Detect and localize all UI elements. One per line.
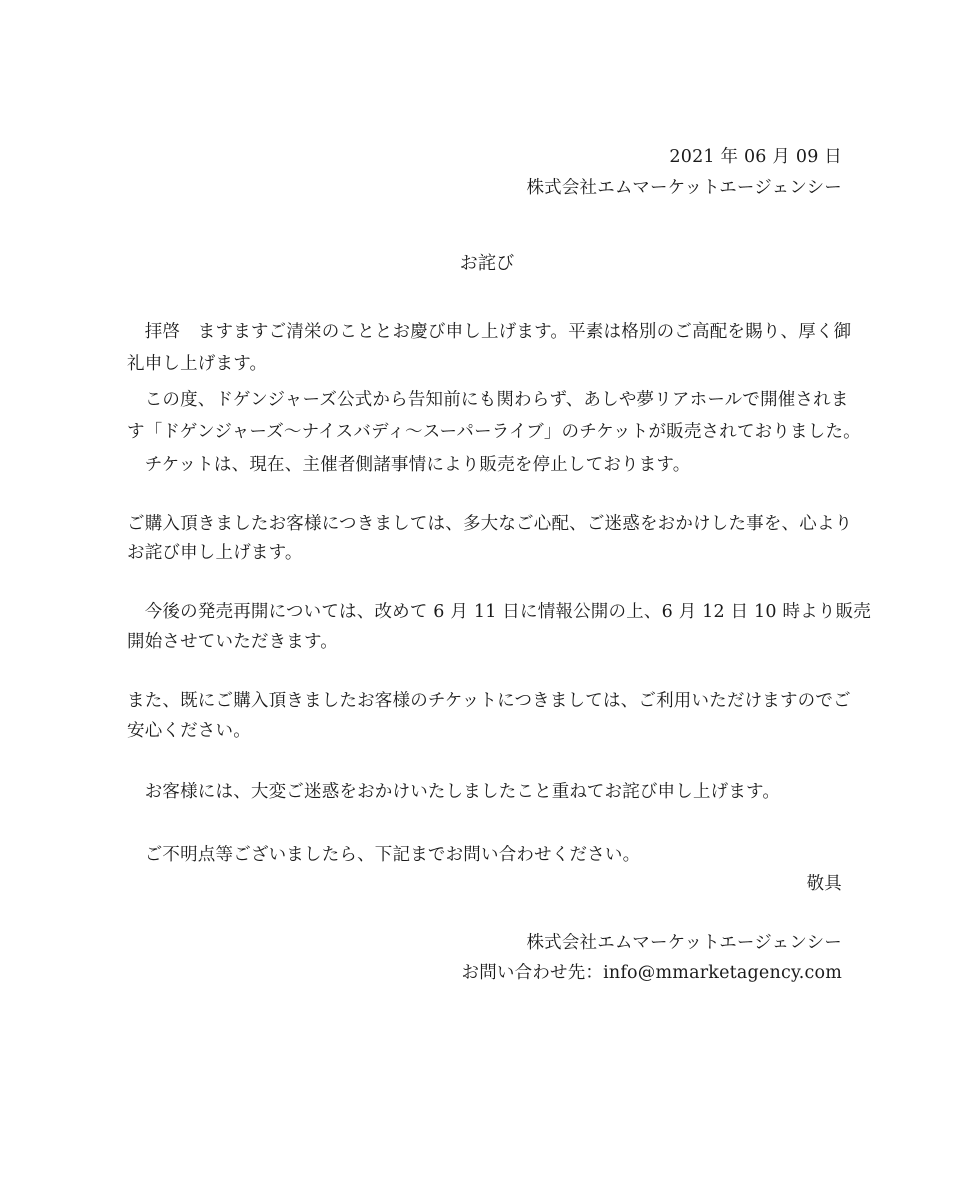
- footer-contact-email: お問い合わせ先：info@mmarketagency.com: [461, 963, 842, 983]
- body-paragraph-6-line-1: また、既にご購入頂きましたお客様のチケットにつきましては、ご利用いただけますのでご: [127, 691, 851, 711]
- body-paragraph-3-line-1: チケットは、現在、主催者側諸事情により販売を停止しております。: [127, 455, 691, 475]
- body-paragraph-1-line-1: 拝啓 ますますご清栄のこととお慶び申し上げます。平素は格別のご高配を賜り、厚く御: [127, 322, 852, 342]
- closing-phrase: 敬具: [806, 874, 842, 894]
- body-paragraph-4-line-2: お詫び申し上げます。: [127, 543, 303, 563]
- sender-company: 株式会社エムマーケットエージェンシー: [526, 178, 842, 198]
- body-paragraph-6-line-2: 安心ください。: [127, 721, 251, 741]
- body-paragraph-5-line-2: 開始させていただきます。: [127, 632, 338, 652]
- body-paragraph-2-line-2: す「ドゲンジャーズ〜ナイスバディ〜スーパーライブ」のチケットが販売されておりました。: [127, 422, 861, 442]
- letter-date: 2021 年 06 月 09 日: [669, 147, 842, 167]
- body-paragraph-1-line-2: 礼申し上げます。: [127, 354, 268, 374]
- body-paragraph-4-line-1: ご購入頂きましたお客様につきましては、多大なご心配、ご迷惑をおかけした事を、心より: [127, 514, 853, 534]
- body-paragraph-7-line-1: お客様には、大変ご迷惑をおかけいたしましたこと重ねてお詫び申し上げます。: [127, 782, 781, 802]
- body-paragraph-2-line-1: この度、ドゲンジャーズ公式から告知前にも関わらず、あしや夢リアホールで開催されま: [127, 390, 849, 410]
- footer-company: 株式会社エムマーケットエージェンシー: [526, 933, 842, 953]
- letter-title: お詫び: [459, 253, 515, 274]
- body-paragraph-8-line-1: ご不明点等ございましたら、下記までお問い合わせください。: [127, 845, 641, 865]
- body-paragraph-5-line-1: 今後の発売再開については、改めて 6 月 11 日に情報公開の上、6 月 12 日 10 時より販売: [127, 602, 871, 622]
